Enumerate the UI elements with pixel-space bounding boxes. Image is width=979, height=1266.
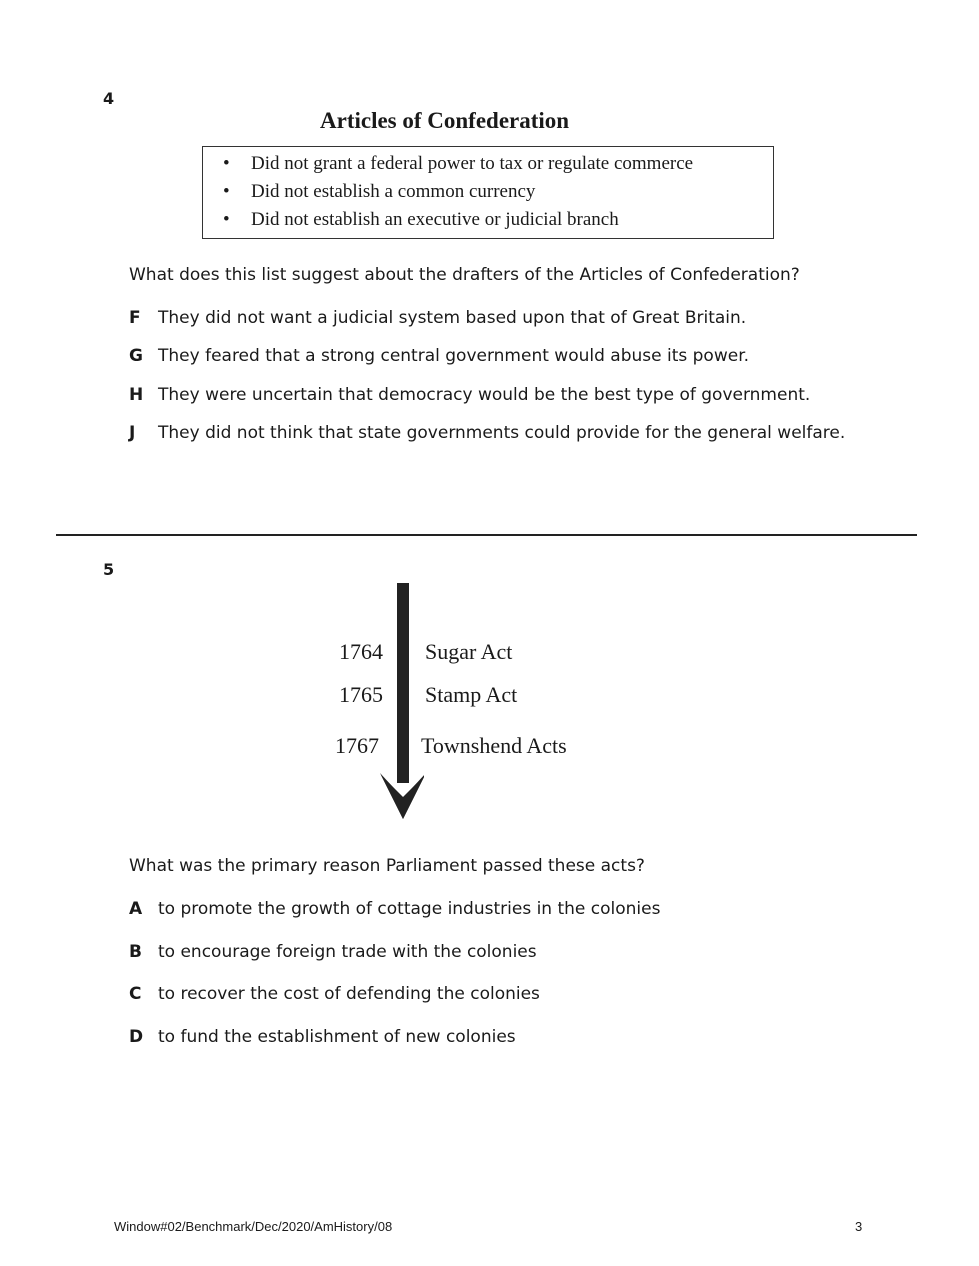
answer-option-d[interactable]: [129, 1027, 516, 1047]
answer-option-c[interactable]: [129, 984, 540, 1004]
option-text: They did not want a judicial system based upon that of Great Britain.: [158, 308, 747, 328]
timeline-arrow: [380, 583, 424, 821]
answer-option-j[interactable]: [129, 423, 845, 443]
timeline-event: Sugar Act: [425, 639, 513, 664]
bullet-item: • Did not establish a common currency: [223, 181, 535, 203]
timeline-event: Stamp Act: [425, 682, 518, 707]
option-letter: A: [129, 899, 143, 919]
option-letter: D: [129, 1027, 144, 1047]
box-title: Articles of Confederation: [320, 108, 570, 133]
option-letter: J: [129, 423, 136, 443]
bullet-item: • Did not grant a federal power to tax or regulate commerce: [223, 153, 693, 175]
answer-option-b[interactable]: [129, 942, 537, 962]
answer-option-h[interactable]: [129, 385, 810, 405]
divider: [56, 534, 917, 536]
option-text: to promote the growth of cottage industries in the colonies: [158, 899, 661, 919]
question-text: What does this list suggest about the drafters of the Articles of Confederation?: [129, 265, 800, 285]
timeline-year: 1765: [339, 682, 383, 707]
option-letter: H: [129, 385, 144, 405]
option-text: They were uncertain that democracy would be the best type of government.: [158, 385, 811, 405]
option-text: They did not think that state governments could provide for the general welfare.: [158, 423, 846, 443]
answer-option-g[interactable]: [129, 346, 749, 366]
answer-option-f[interactable]: [129, 308, 746, 328]
option-text: They feared that a strong central government would abuse its power.: [158, 346, 750, 366]
timeline-event: Townshend Acts: [421, 733, 567, 758]
timeline-year: 1764: [339, 639, 383, 664]
option-text: to recover the cost of defending the colonies: [158, 984, 540, 1004]
option-letter: F: [129, 308, 141, 328]
question-number: 4: [103, 89, 115, 108]
bullet-item: • Did not establish an executive or judicial branch: [223, 209, 619, 231]
footer-code: Window#02/Benchmark/Dec/2020/AmHistory/08: [114, 1219, 393, 1234]
option-letter: B: [129, 942, 142, 962]
option-text: to encourage foreign trade with the colonies: [158, 942, 537, 962]
question-text: What was the primary reason Parliament passed these acts?: [129, 856, 645, 876]
timeline-year: 1767: [335, 733, 379, 758]
answer-option-a[interactable]: [129, 899, 660, 919]
question-number: 5: [103, 560, 115, 579]
option-text: to fund the establishment of new colonies: [158, 1027, 516, 1047]
page-number: 3: [855, 1219, 863, 1234]
option-letter: G: [129, 346, 143, 366]
articles-list-box: [202, 146, 774, 239]
option-letter: C: [129, 984, 142, 1004]
